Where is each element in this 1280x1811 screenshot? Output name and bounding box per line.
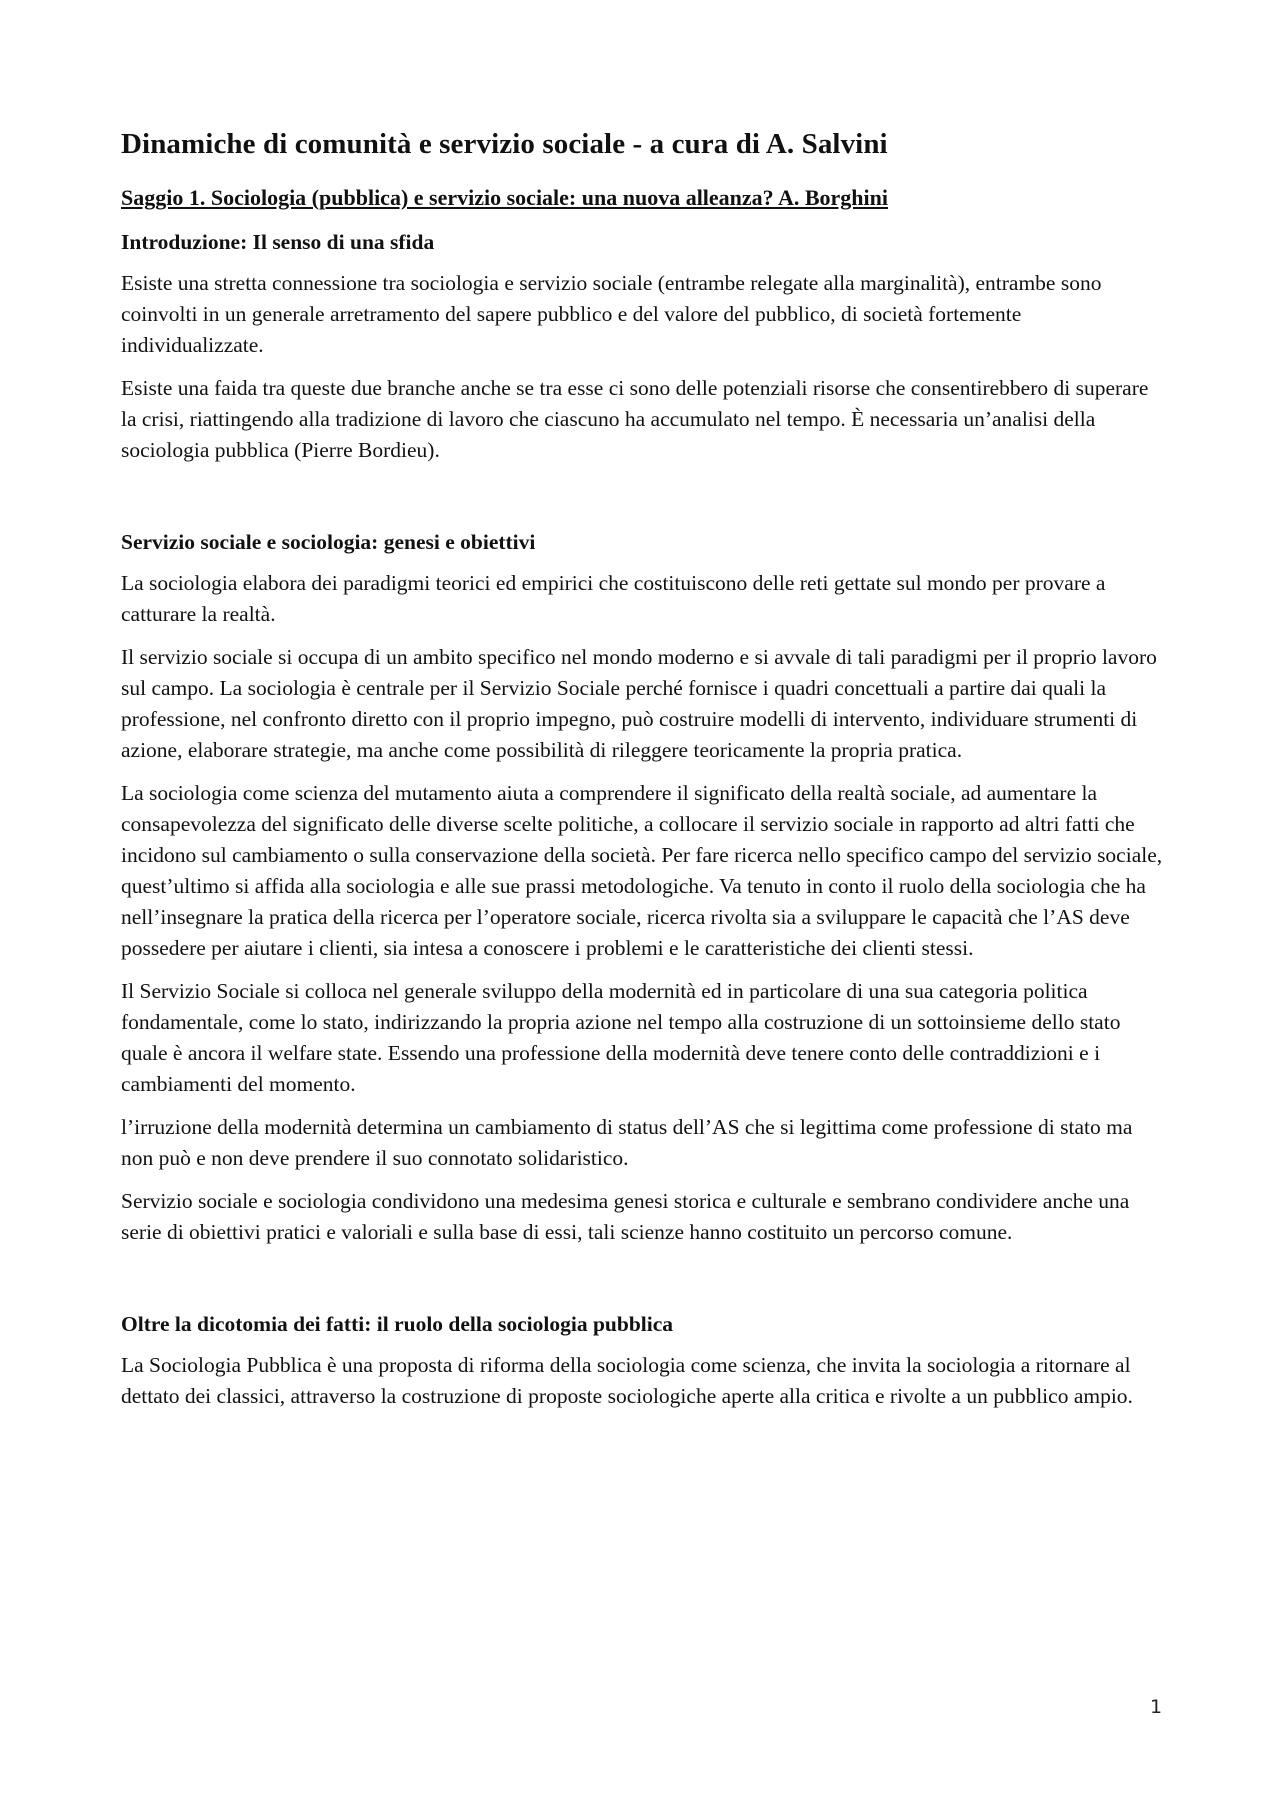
essay-title: Saggio 1. Sociologia (pubblica) e servizio sociale: una nuova alleanza? A. Borghini (121, 185, 888, 210)
section-introduction (121, 228, 1166, 466)
paragraph: Esiste una faida tra queste due branche anche se tra esse ci sono delle potenziali risorse che consentirebbero di superare la crisi, riattingendo alla tradizione di lavoro che ciascuno ha accumulato nel tempo. È necessaria un’analisi della sociologia pubblica (Pierre Bordieu). (121, 376, 1149, 462)
section-spacer (121, 478, 1166, 528)
page-number: 1 (1150, 1696, 1163, 1718)
section-genesis (121, 528, 1166, 1248)
paragraph: Esiste una stretta connessione tra sociologia e servizio sociale (entrambe relegate alla marginalità), entrambe sono coinvolti in un generale arretramento del sapere pubblico e del valore del pubblico, di società fortemente individualizzate. (121, 271, 1102, 357)
paragraph: La sociologia come scienza del mutamento aiuta a comprendere il significato della realtà sociale, ad aumentare la consapevolezza del significato delle diverse scelte politiche, a collocare il servizio sociale in rapporto ad altri fatti che incidono sul cambiamento o sulla conservazione della società. Per fare ricerca nello specifico campo del servizio sociale, quest’ultimo si affida alla sociologia e alle sue prassi metodologiche. Va tenuto in conto il ruolo della sociologia che ha nell’insegnare la pratica della ricerca per l’operatore sociale, ricerca rivolta sia a sviluppare le capacità che l’AS deve possedere per aiutare i clienti, sia intesa a conoscere i problemi e le caratteristiche dei clienti stessi. (121, 781, 1163, 960)
paragraph: Il Servizio Sociale si colloca nel generale sviluppo della modernità ed in particolare di una sua categoria politica fondamentale, come lo stato, indirizzando la propria azione nel tempo alla costruzione di un sottoinsieme dello stato quale è ancora il welfare state. Essendo una professione della modernità deve tenere conto delle contraddizioni e i cambiamenti del momento. (121, 979, 1121, 1096)
paragraph: Il servizio sociale si occupa di un ambito specifico nel mondo moderno e si avvale di tali paradigmi per il proprio lavoro sul campo. La sociologia è centrale per il Servizio Sociale perché fornisce i quadri concettuali a partire dai quali la professione, nel confronto diretto con il proprio impegno, può costruire modelli di intervento, individuare strumenti di azione, elaborare strategie, ma anche come possibilità di rileggere teoricamente la propria pratica. (121, 645, 1157, 762)
section-heading: Servizio sociale e sociologia: genesi e obiettivi (121, 530, 536, 554)
paragraph: Servizio sociale e sociologia condividono una medesima genesi storica e culturale e sembrano condividere anche una serie di obiettivi pratici e valoriali e sulla base di essi, tali scienze hanno costituito un percorso comune. (121, 1189, 1130, 1244)
section-heading: Oltre la dicotomia dei fatti: il ruolo della sociologia pubblica (121, 1312, 674, 1336)
paragraph: l’irruzione della modernità determina un cambiamento di status dell’AS che si legittima come professione di stato ma non può e non deve prendere il suo connotato solidaristico. (121, 1115, 1133, 1170)
section-public-sociology (121, 1310, 1166, 1412)
document-page (121, 126, 1166, 1424)
paragraph: La sociologia elabora dei paradigmi teorici ed empirici che costituiscono delle reti gettate sul mondo per provare a catturare la realtà. (121, 571, 1106, 626)
section-spacer (121, 1260, 1166, 1310)
document-title: Dinamiche di comunità e servizio sociale - a cura di A. Salvini (121, 128, 888, 160)
paragraph: La Sociologia Pubblica è una proposta di riforma della sociologia come scienza, che invita la sociologia a ritornare al dettato dei classici, attraverso la costruzione di proposte sociologiche aperte alla critica e rivolte a un pubblico ampio. (121, 1353, 1133, 1408)
section-heading: Introduzione: Il senso di una sfida (121, 230, 435, 254)
